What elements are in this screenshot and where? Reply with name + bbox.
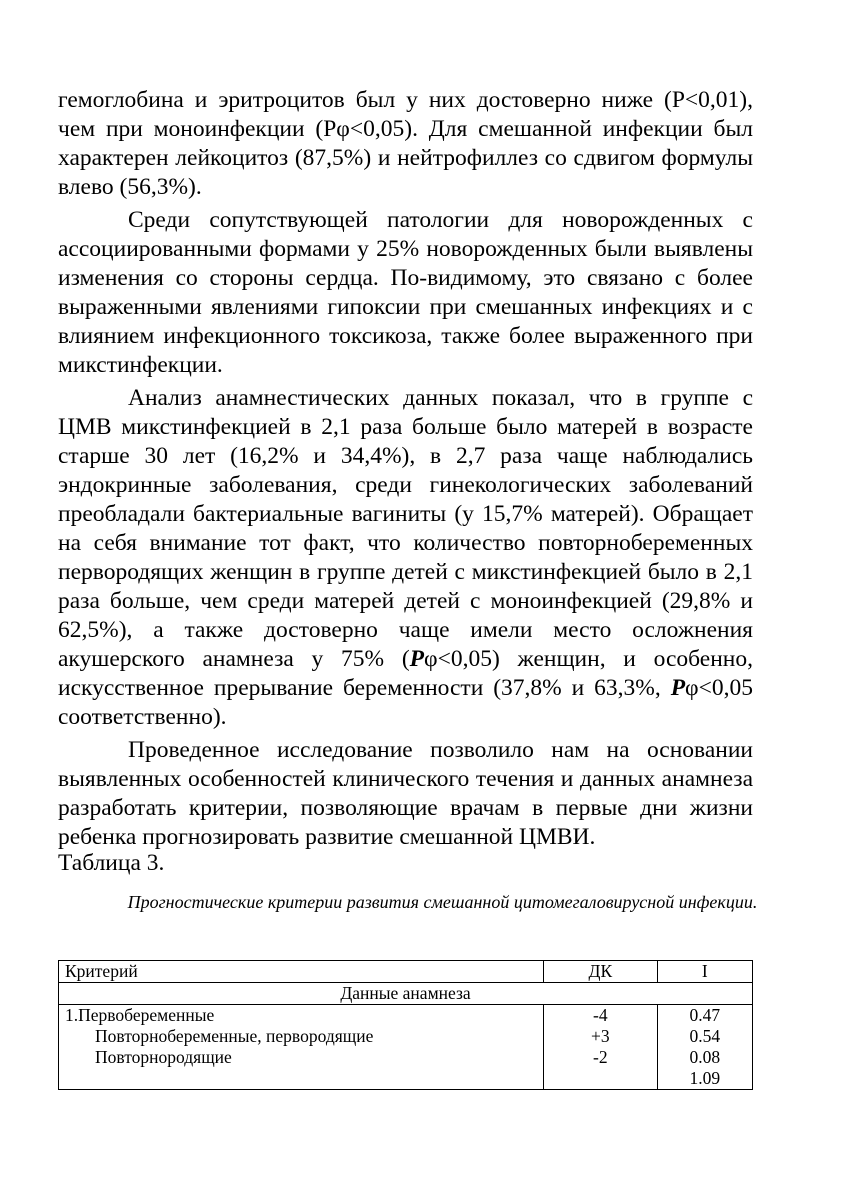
dk-2: +3 bbox=[591, 1026, 610, 1046]
paragraph-3-part-c: φ<0,05 соответственно). bbox=[58, 675, 753, 730]
paragraph-1: гемоглобина и эритроцитов был у них достоверно ниже (P<0,01), чем при моноинфекции (Pφ<0,05). Для смешанной инфекции был характерен лейкоцитоз (87,5%) и нейтрофиллез со сдвигом формулы влево (56,3%). bbox=[58, 87, 753, 200]
paragraph-4: Проведенное исследование позволило нам на основании выявленных особенностей клинического течения и данных анамнеза разработать критерии, позволяющие врачам в первые дни жизни ребенка прогнозировать развитие смешанной ЦМВИ. bbox=[58, 737, 753, 850]
header-dk: ДК bbox=[544, 961, 657, 983]
table-caption: Прогностические критерии развития смешанной цитомегаловирусной инфекции. bbox=[127, 892, 758, 912]
info-2: 0.54 bbox=[689, 1026, 721, 1046]
info-1: 0.47 bbox=[689, 1005, 721, 1025]
paragraph-3-part-b: φ<0,05) женщин, и особенно, искусственное прерывание беременности (37,8% и 63,3%, bbox=[58, 646, 753, 701]
header-info: I bbox=[657, 961, 752, 983]
paragraph-3-part-a: Анализ анамнестических данных показал, что в группе с ЦМВ микстинфекцией в 2,1 раза больше было матерей в возрасте старше 30 лет (16,2% и 34,4%), в 2,7 раза чаще наблюдались эндокринные заболевания, среди гинекологических заболеваний преобладали бактериальные вагиниты (у 15,7% матерей). Обращает на себя внимание тот факт, что количество повторнобеременных первородящих женщин в группе детей с микстинфекцией было в 2,1 раза больше, чем среди матерей детей с моноинфекцией (29,8% и 62,5%), а также достоверно чаще имели место осложнения акушерского анамнеза у 75% ( bbox=[58, 385, 753, 672]
p-symbol-2: P bbox=[670, 675, 686, 701]
p-symbol-1: P bbox=[409, 646, 425, 672]
criterion-1: 1.Первобеременные bbox=[65, 1005, 215, 1025]
paragraph-2: Среди сопутствующей патологии для новорожденных с ассоциированными формами у 25% новорожденных были выявлены изменения со стороны сердца. По-видимому, это связано с более выраженными явлениями гипоксии при смешанных инфекциях и с влиянием инфекционного токсикоза, также более выраженного при микстинфекции. bbox=[58, 207, 753, 378]
body-text bbox=[58, 86, 753, 856]
criterion-2: Повторнобеременные, первородящие bbox=[95, 1026, 374, 1046]
dk-1: -4 bbox=[593, 1005, 608, 1025]
criteria-table bbox=[58, 960, 753, 1090]
info-cell bbox=[657, 1005, 752, 1090]
paragraph-3 bbox=[58, 384, 753, 732]
dk-cell bbox=[544, 1005, 657, 1090]
table-header-row bbox=[59, 961, 753, 983]
info-3: 0.08 bbox=[689, 1047, 721, 1067]
criterion-3: Повторнородящие bbox=[95, 1047, 232, 1067]
table-number: Таблица 3. bbox=[58, 850, 165, 876]
info-total: 1.09 bbox=[689, 1068, 721, 1088]
dk-3: -2 bbox=[593, 1047, 608, 1067]
table-row bbox=[59, 1005, 753, 1090]
table-section-row bbox=[59, 983, 753, 1005]
header-criterion: Критерий bbox=[59, 961, 544, 983]
section-anamnesis: Данные анамнеза bbox=[59, 983, 753, 1005]
criterion-cell bbox=[59, 1005, 544, 1090]
